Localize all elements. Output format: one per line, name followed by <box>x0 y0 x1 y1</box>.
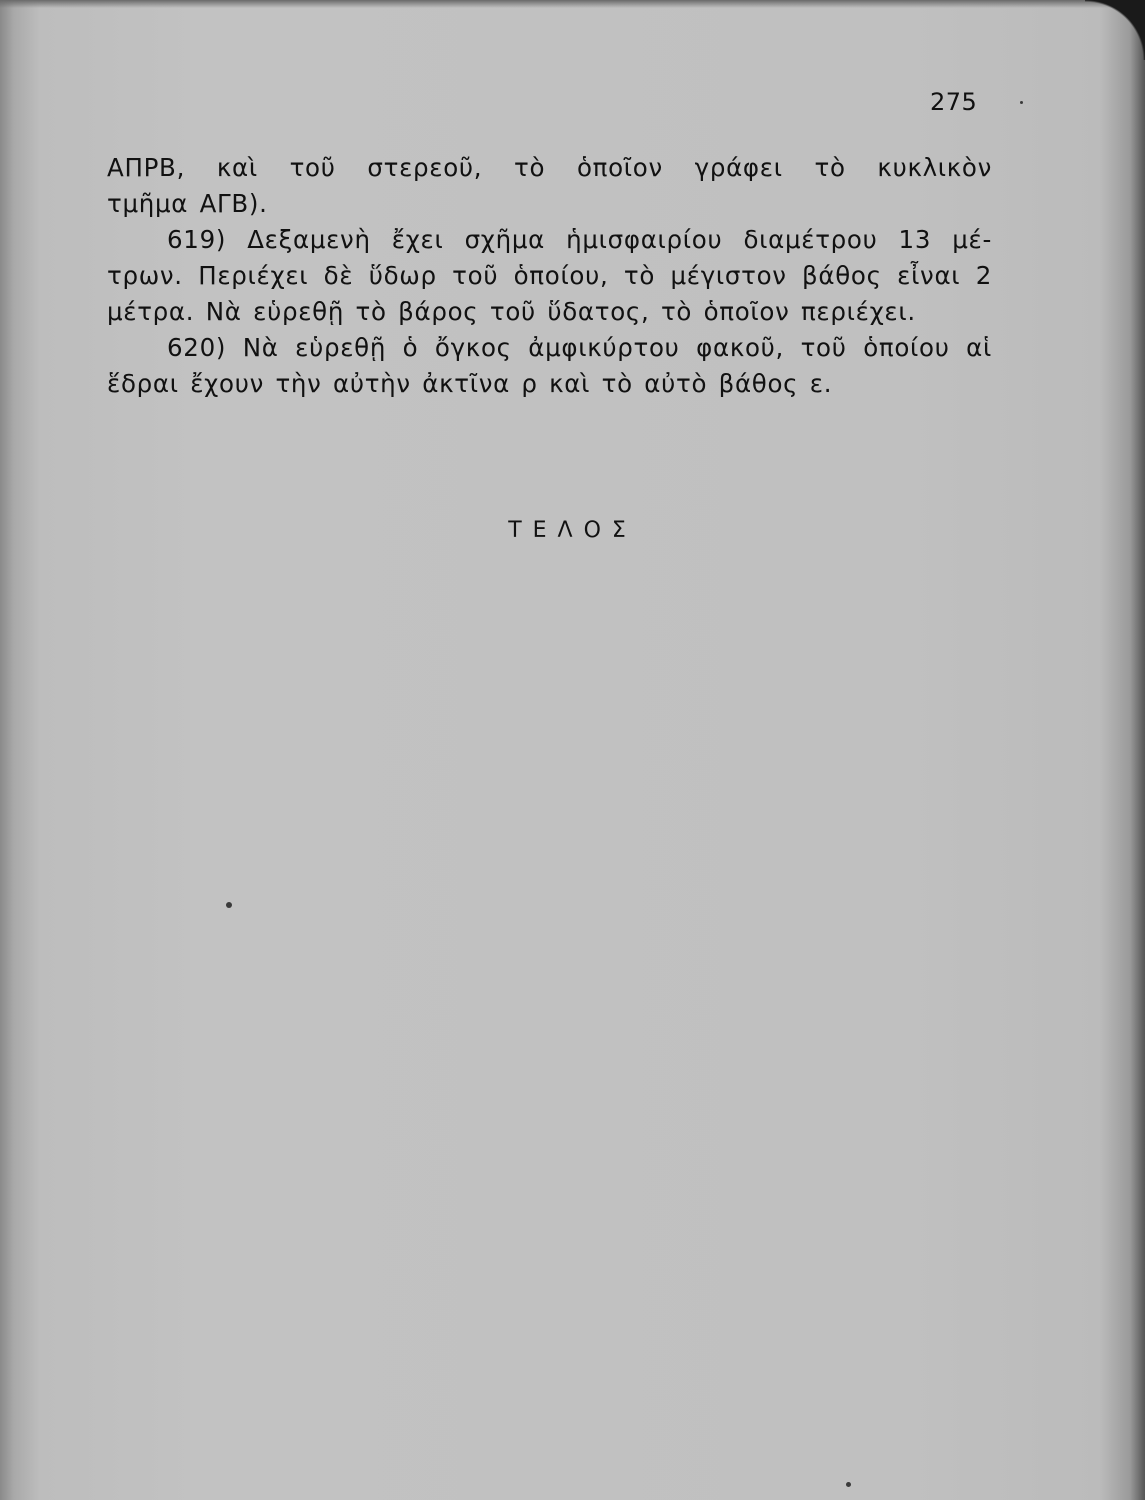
paper-speck <box>226 902 232 908</box>
page-number: 275 <box>930 88 978 116</box>
problem-text <box>107 150 992 402</box>
page-corner <box>1085 0 1145 60</box>
page-top-edge <box>0 0 1145 8</box>
text-line: ΑΠΡΒ, καὶ τοῦ στερεοῦ, τὸ ὁποῖον γράφει τὸ κυκλικὸν <box>107 153 992 182</box>
text-line: τρων. Περιέχει δὲ ὕδωρ τοῦ ὁποίου, τὸ μέγιστον βάθος εἶναι 2 <box>107 261 992 290</box>
paper-speck <box>1020 101 1023 104</box>
text-line: 620) Νὰ εὑρεθῇ ὁ ὄγκος ἀμφικύρτου φακοῦ, τοῦ ὁποίου αἱ <box>167 333 992 362</box>
text-line: τμῆμα ΑΓΒ). <box>107 189 268 218</box>
paper-speck <box>846 1482 851 1487</box>
text-line: ἕδραι ἔχουν τὴν αὐτὴν ἀκτῖνα ρ καὶ τὸ αὐτὸ βάθος ε. <box>107 369 833 398</box>
text-line: 619) Δεξαμενὴ ἔχει σχῆμα ἡμισφαιρίου διαμέτρου 13 μέ- <box>167 225 992 254</box>
text-line: μέτρα. Νὰ εὑρεθῇ τὸ βάρος τοῦ ὕδατος, τὸ ὁποῖον περιέχει. <box>107 297 916 326</box>
end-marker: ΤΕΛΟΣ <box>508 518 637 543</box>
